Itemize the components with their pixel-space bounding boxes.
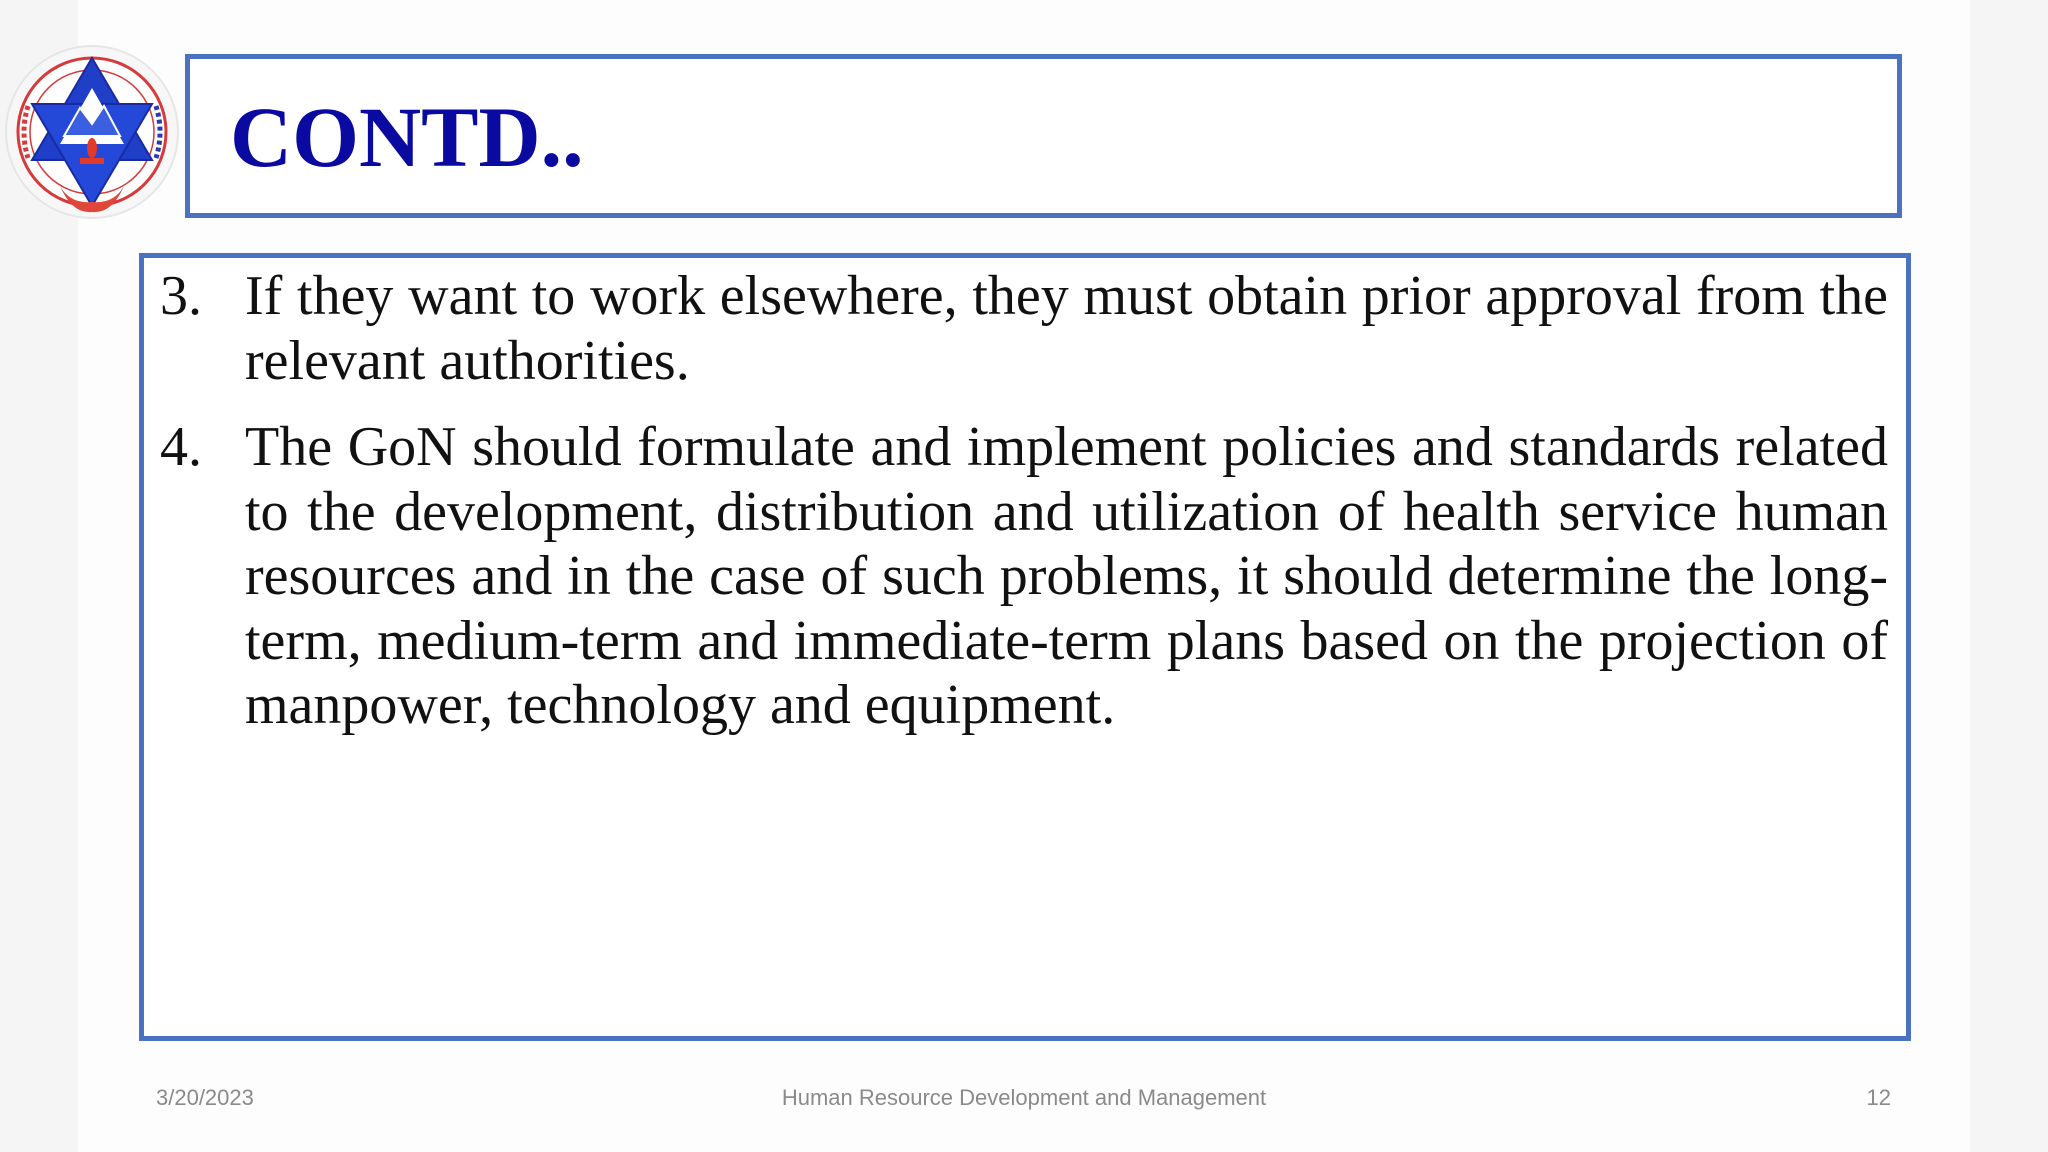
title-box <box>185 54 1902 218</box>
slide-title: CONTD.. <box>230 89 584 185</box>
content-box <box>139 253 1911 1041</box>
list-item-number: 3. <box>160 265 202 327</box>
footer-course-title: Human Resource Development and Management <box>781 1085 1267 1110</box>
list-item-number: 4. <box>160 416 202 478</box>
list-item <box>160 415 1888 738</box>
footer-page-number: 12 <box>1866 1085 1891 1110</box>
university-emblem-icon <box>2 36 182 226</box>
list-item-text: If they want to work elsewhere, they must obtain prior approval from the relevant authorities. <box>245 265 1888 392</box>
footer-date: 3/20/2023 <box>156 1085 254 1110</box>
list-item-text: The GoN should formulate and implement policies and standards related to the development, distribution and utilization of health service human resources and in the case of such problems, it should determine the long-term, medium-term and immediate-term plans based on the projection of manpower, technology and equipment. <box>245 416 1888 736</box>
content-list <box>160 264 1888 760</box>
list-item <box>160 264 1888 393</box>
